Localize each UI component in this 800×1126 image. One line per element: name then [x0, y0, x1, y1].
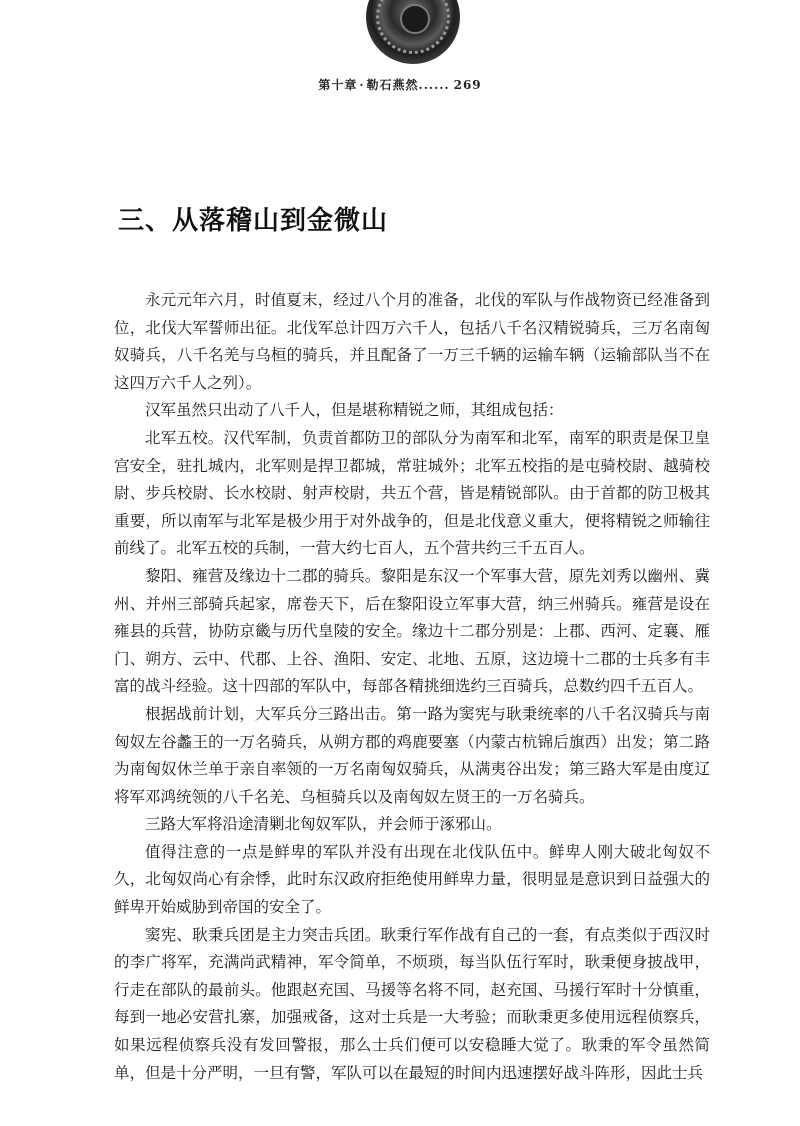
- paragraph: 黎阳、雍营及缘边十二郡的骑兵。黎阳是东汉一个军事大营，原先刘秀以幽州、冀州、并州三部骑兵起家，席卷天下，后在黎阳设立军事大营，纳三州骑兵。雍营是设在雍县的兵营，协防京畿与历代皇陵的安全。缘边十二郡分别是：上郡、西河、定襄、雁门、朔方、云中、代郡、上谷、渔阳、安定、北地、五原，这边境十二郡的士兵多有丰富的战斗经验。这十四部的军队中，每部各精挑细选约三百骑兵，总数约四千五百人。: [114, 566, 710, 696]
- header-leader: ......: [418, 78, 450, 92]
- paragraph: 永元元年六月，时值夏末，经过八个月的准备，北伐的军队与作战物资已经准备到位，北伐大军誓师出征。北伐军总计四万六千人，包括八千名汉精锐骑兵，三万名南匈奴骑兵，八千名羌与乌桓的骑兵，并且配备了一万三千辆的运输车辆（运输部队当不在这四万六千人之列）。: [114, 291, 710, 392]
- running-header: [0, 76, 800, 93]
- emblem-core: [400, 4, 430, 34]
- paragraph: 根据战前计划，大军兵分三路出击。第一路为窦宪与耿秉统率的八千名汉骑兵与南匈奴左谷蠡王的一万名骑兵，从朔方郡的鸡鹿要塞（内蒙古杭锦后旗西）出发；第二路为南匈奴休兰单于亲自率领的一万名南匈奴骑兵，从满夷谷出发；第三路大军是由度辽将军邓鸿统领的八千名羌、乌桓骑兵以及南匈奴左贤王的一万名骑兵。: [114, 704, 710, 806]
- paragraph: 北军五校。汉代军制，负责首都防卫的部队分为南军和北军，南军的职责是保卫皇宫安全，驻扎城内，北军则是捍卫都城，常驻城外；北军五校指的是屯骑校尉、越骑校尉、步兵校尉、长水校尉、射声校尉，共五个营，皆是精锐部队。由于首都的防卫极其重要，所以南军与北军是极少用于对外战争的，但是北伐意义重大，便将精锐之师输往前线了。北军五校的兵制，一营大约七百人，五个营共约三千五百人。: [114, 428, 710, 558]
- paragraph: 汉军虽然只出动了八千人，但是堪称精锐之师，其组成包括：: [145, 401, 564, 420]
- chapter-number: 第十章: [318, 78, 358, 92]
- paragraph: 值得注意的一点是鲜卑的军队并没有出现在北伐队伍中。鲜卑人刚大破北匈奴不久，北匈奴尚心有余悸，此时东汉政府拒绝使用鲜卑力量，很明显是意识到日益强大的鲜卑开始威胁到帝国的安全了。: [114, 842, 710, 917]
- chapter-emblem: [366, 0, 460, 64]
- chapter-title: 勒石燕然: [366, 78, 419, 92]
- header-separator: ·: [359, 78, 365, 92]
- paragraph: 三路大军将沿途清剿北匈奴军队，并会师于涿邪山。: [145, 815, 502, 834]
- body-text: [114, 287, 710, 1087]
- page-number: 269: [453, 78, 482, 92]
- section-title: 三、从落稽山到金微山: [118, 206, 389, 236]
- paragraph: 窦宪、耿秉兵团是主力突击兵团。耿秉行军作战有自己的一套，有点类似于西汉时的李广将军，充满尚武精神，军令简单，不烦琐，每当队伍行军时，耿秉便身披战甲，行走在部队的最前头。他跟赵充国、马援等名将不同，赵充国、马援行军时十分慎重，每到一地必安营扎寨，加强戒备，这对士兵是一大考验；而耿秉更多使用远程侦察兵，如果远程侦察兵没有发回警报，那么士兵们便可以安稳睡大觉了。耿秉的军令虽然简单，但是十分严明，一旦有警，军队可以在最短的时间内迅速摆好战斗阵形，因此士兵: [114, 925, 710, 1082]
